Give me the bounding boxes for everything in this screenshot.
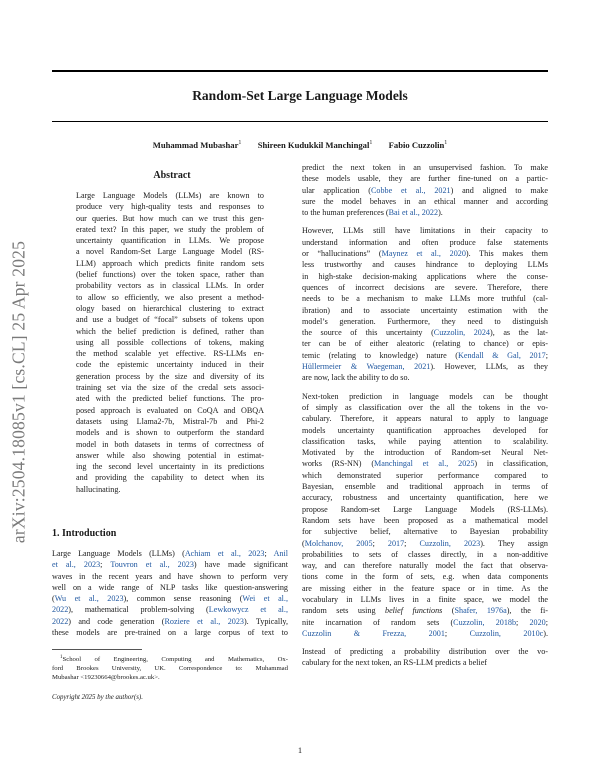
text-segment: models uncertainty quantification approaches developed for	[302, 425, 548, 435]
abstract-line: posed approach is evaluated on CoQA and OBQA	[76, 405, 264, 415]
text-segment: ), mathematical problem-solving (	[68, 605, 209, 615]
author-name: Muhammad Mubashar	[152, 140, 239, 150]
text-segment: random sets using	[302, 606, 385, 616]
text-segment: ), common sense reasoning (	[123, 594, 243, 604]
text-segment: However, LLMs still have limitations in their capacity to	[302, 226, 548, 236]
paragraph-gap	[302, 218, 548, 225]
abstract-line: ology based on hierarchical clustering to extract	[76, 303, 264, 313]
text-line	[302, 282, 548, 293]
citation-link[interactable]: Cuzzolin & Frezza, 2001	[302, 628, 445, 638]
citation-link[interactable]: et al., 2023	[52, 560, 101, 570]
arxiv-identifier: arXiv:2504.18085v1 [cs.CL] 25 Apr 2025	[8, 240, 29, 544]
text-segment: propose Random-set Large Language Models (RS-LLMs).	[302, 504, 548, 514]
citation-link[interactable]: Wu et al., 2023	[54, 594, 124, 604]
text-segment: ibration) and to associate uncertainty estimation with the	[302, 305, 548, 315]
page-number: 1	[297, 745, 303, 755]
text-segment: (	[302, 538, 305, 548]
text-segment: works (RS-NN) (	[302, 459, 375, 469]
text-segment: these models usable, they are further fine-tuned on a partic-	[302, 174, 548, 184]
text-line	[302, 425, 548, 436]
text-segment: ular application (	[302, 185, 371, 195]
citation-link[interactable]: Anil	[273, 549, 288, 558]
text-segment: ). Typically,	[243, 616, 288, 626]
citation-link[interactable]: Wei et al.,	[242, 594, 288, 604]
text-line	[302, 447, 548, 458]
text-segment: understand information and often produce false statements	[302, 237, 548, 247]
text-segment: Next-token prediction in language models can be thought	[302, 391, 548, 401]
right-column-text	[302, 162, 548, 669]
text-segment: ;	[404, 538, 420, 548]
abstract-line: models and is shown to outperform the standard	[76, 428, 264, 438]
text-segment: ;	[264, 549, 274, 558]
author-name: Fabio Cuzzolin	[388, 140, 445, 150]
citation-link[interactable]: 2022	[52, 605, 69, 615]
text-line	[302, 492, 548, 503]
citation-link[interactable]: Hüllermeier & Waegeman, 2021	[302, 362, 431, 372]
text-line	[302, 271, 548, 282]
citation-link[interactable]: Maynez et al., 2020	[381, 249, 466, 259]
text-segment: quences of incorrect decisions are severe. Therefore, there	[302, 282, 548, 292]
text-line	[302, 391, 548, 402]
text-line	[52, 627, 288, 638]
text-line	[302, 185, 548, 196]
text-line	[302, 646, 548, 657]
text-segment: ) have made significant	[193, 560, 288, 570]
text-segment: waves in the recent years and have shown to perform very	[52, 571, 288, 581]
text-line	[302, 413, 548, 424]
text-segment: model’s generation. Furthermore, they need to distinguish	[302, 316, 548, 326]
text-line	[52, 571, 288, 582]
text-segment: probabilities to sets of classes directly, in a non-additive	[302, 549, 548, 559]
text-segment: ). However, LLMs, as they	[430, 362, 548, 372]
text-segment: ) and aligned to make	[450, 185, 548, 195]
title-rule-bottom	[52, 121, 548, 122]
text-segment: which demonstrated superior performance compared to	[302, 470, 548, 480]
text-segment: the source of this uncertainty (	[302, 328, 434, 338]
abstract-heading: Abstract	[153, 170, 191, 181]
abstract-line: (belief functions) over the token space, rather than	[76, 270, 264, 280]
text-line	[302, 526, 548, 537]
citation-link[interactable]: Cuzzolin, 2024	[433, 328, 490, 338]
text-line	[302, 196, 548, 207]
text-segment: ;	[545, 617, 548, 627]
text-line	[302, 504, 548, 515]
footnote-line: ford Brookes University, UK. Correspondence to: Muhammad	[52, 665, 288, 673]
text-segment: ).	[438, 208, 443, 218]
text-segment: temic (relating to knowledge) nature (	[302, 350, 459, 360]
text-segment: vocabulary in LLMs lives in a finite space, we model the	[302, 594, 548, 604]
text-segment: ;	[372, 538, 388, 548]
text-segment: classification tasks, while paying attention to scalability.	[302, 436, 548, 446]
title-rule-top	[52, 70, 548, 72]
text-line	[302, 207, 548, 218]
abstract-line: ing the second level uncertainty in its predictions	[76, 462, 264, 472]
author-list	[52, 140, 548, 150]
text-line	[302, 225, 548, 236]
text-line	[302, 657, 548, 668]
text-line	[302, 173, 548, 184]
text-segment: these models are pre-trained on a large corpus of text to	[52, 628, 288, 638]
text-line	[302, 436, 548, 447]
paragraph-gap	[302, 639, 548, 646]
text-line	[52, 559, 288, 570]
abstract-line: uncertainty quantification in LLMs. We propose	[76, 236, 264, 246]
text-line	[302, 594, 548, 605]
text-segment: (	[442, 606, 455, 616]
section-heading-introduction: 1. Introduction	[52, 528, 117, 539]
citation-link[interactable]: Touvron et al., 2023	[110, 560, 194, 570]
text-segment: needs to be a mechanism to make LLMs more truthful (cal-	[302, 294, 548, 304]
text-line	[302, 571, 548, 582]
text-segment: to the human preferences (	[302, 208, 389, 218]
citation-link[interactable]: Cuzzolin, 2018b	[453, 617, 517, 627]
text-line	[52, 616, 288, 627]
abstract-line: a novel Random-Set Large Language Model (RS-	[76, 247, 264, 257]
abstract-line: which the belief prediction is defined, rather than	[76, 326, 264, 336]
text-line	[302, 350, 548, 361]
citation-link[interactable]: Cuzzolin, 2023	[419, 538, 481, 548]
citation-link[interactable]: Achiam et al., 2023	[184, 549, 265, 558]
text-segment: ;	[516, 617, 530, 627]
text-line	[302, 248, 548, 259]
text-line	[302, 361, 548, 372]
text-line	[302, 617, 548, 628]
text-line	[52, 593, 288, 604]
text-segment: less trustworthy and causes hindrance to deploying LLMs	[302, 260, 548, 270]
abstract-line: ated with the predicted belief functions. The pro-	[76, 394, 264, 404]
abstract-line: the method scalable yet effective. RS-LLMs en-	[76, 349, 264, 359]
text-segment: accuracy, robustness and uncertainty quantification, here we	[302, 493, 548, 503]
text-segment: (	[52, 594, 55, 604]
abstract-line: using all possible collections of tokens, making	[76, 337, 264, 347]
text-segment: ;	[100, 560, 111, 570]
text-line	[302, 583, 548, 594]
paper-title: Random-Set Large Language Models	[192, 88, 408, 103]
text-line	[302, 327, 548, 338]
text-segment: ) in classification,	[474, 459, 548, 469]
abstract-body	[76, 190, 264, 495]
text-segment: are now, lack the ability to do so.	[302, 373, 410, 383]
text-line	[302, 162, 548, 173]
abstract-line: produce very high-quality tests and responses to	[76, 202, 264, 212]
text-segment: ), the fi-	[506, 606, 548, 616]
footnote-line: $^1$School of Engineering, Computing and Mathematics, Ox-	[60, 655, 288, 664]
text-segment: ).	[543, 628, 548, 638]
text-segment: ;	[545, 350, 548, 360]
text-line	[302, 481, 548, 492]
text-line	[52, 548, 288, 559]
text-line	[302, 259, 548, 270]
citation-link[interactable]: Kendall & Gal, 2017	[458, 350, 546, 360]
citation-link[interactable]: Manchingal et al., 2025	[374, 459, 475, 469]
abstract-line: LLM) approach which predicts finite random sets	[76, 258, 264, 268]
footnote-divider	[52, 649, 142, 650]
text-segment: cabulary. Therefore, it appears natural to apply to language	[302, 414, 548, 424]
text-segment: predict the next token in an unsupervised fashion. To make	[302, 163, 548, 172]
abstract-line: probability vectors as in classical LLMs. In order	[76, 281, 264, 291]
abstract-line: code the epistemic uncertainty induced in their	[76, 360, 264, 370]
abstract-line: and providing the capability to detect when its	[76, 473, 264, 483]
arxiv-stamp	[4, 208, 34, 576]
introduction-text	[52, 548, 288, 638]
text-segment: Instead of predicting a probability distribution over the vo-	[302, 647, 548, 657]
abstract-line: hallucinating.	[76, 484, 121, 494]
citation-link[interactable]: Roziere et al., 2023	[164, 616, 244, 626]
text-line	[302, 293, 548, 304]
text-line	[302, 470, 548, 481]
citation-link[interactable]: Cuzzolin, 2010c	[469, 628, 544, 638]
text-segment: well on a wide range of NLP tasks like question-answering	[52, 582, 288, 592]
text-segment: for subjective belief, alternative to Bayesian probability	[302, 527, 548, 537]
text-segment: Large Language Models (LLMs) (	[52, 549, 185, 558]
citation-link[interactable]: Bai et al., 2022	[388, 208, 439, 218]
text-segment: of simply as classification over the all the tokens in the vo-	[302, 402, 548, 412]
author-name: Shireen Kudukkil Manchingal	[257, 140, 370, 150]
text-segment: tions come in the form of sets, e.g. when data components	[302, 572, 548, 582]
text-segment: ) and code generation (	[68, 616, 165, 626]
text-segment: Random sets have been proposed as a mathematical model	[302, 515, 548, 525]
text-segment: in high-stake decision-making applications where the conse-	[302, 271, 548, 281]
text-segment: nite incarnation of random sets (	[302, 617, 454, 627]
text-line	[52, 604, 288, 615]
text-line	[302, 338, 548, 349]
text-segment: ;	[444, 628, 470, 638]
abstract-line: model in both datasets in terms of correctness of	[76, 439, 264, 449]
text-segment: are missing either in the feature space or in time. As the	[302, 583, 548, 593]
text-line	[302, 628, 548, 639]
citation-link[interactable]: 2020	[529, 617, 546, 627]
paragraph-gap	[302, 384, 548, 391]
abstract-line: Large Language Models (LLMs) are known to	[76, 191, 264, 200]
abstract-line: erated text? In this paper, we study the problem of	[76, 224, 264, 234]
text-segment: way, and can therefore naturally model the fact that observa-	[302, 561, 548, 571]
citation-link[interactable]: 2022	[52, 616, 69, 626]
citation-link[interactable]: Shafer, 1976a	[454, 606, 507, 616]
footnote-line: Mubashar <19230664@brookes.ac.uk>.	[52, 674, 160, 682]
text-segment: ). This makes them	[465, 249, 548, 259]
text-line	[302, 515, 548, 526]
text-segment: ter can be of either aleatoric (relating to chance) or epis-	[302, 339, 548, 349]
citation-link[interactable]: Lewkowycz et al.,	[208, 605, 288, 615]
text-line	[302, 538, 548, 549]
text-line	[302, 560, 548, 571]
author-affiliation-marker: 1	[238, 140, 242, 147]
text-segment: ). They assign	[480, 538, 548, 548]
copyright-notice: Copyright 2025 by the author(s).	[52, 694, 143, 701]
text-line	[302, 305, 548, 316]
text-segment: sure the model behaves in an ethical manner and according	[302, 196, 548, 206]
emphasized-text: belief functions	[385, 606, 443, 616]
affiliation-footnote	[52, 653, 288, 682]
author-affiliation-marker: 1	[444, 140, 448, 147]
text-line	[302, 316, 548, 327]
citation-link[interactable]: Cobbe et al., 2021	[371, 185, 451, 195]
abstract-line: to allow so efficiently, we also present a method-	[76, 292, 264, 302]
text-line	[302, 605, 548, 616]
footnote-marker: 1	[60, 655, 63, 660]
text-segment: Motivated by the introduction of Random-set Neural Net-	[302, 448, 548, 458]
abstract-line: training set via the size of the credal sets associ-	[76, 383, 264, 393]
text-line	[302, 237, 548, 248]
abstract-line: answer while also showing potential in estimat-	[76, 450, 264, 460]
citation-link[interactable]: 2017	[387, 538, 405, 548]
abstract-line: datasets using Llama2-7b, Mistral-7b and Phi-2	[76, 416, 264, 426]
text-line	[302, 372, 548, 383]
text-segment: ), as the lat-	[490, 328, 548, 338]
abstract-line: generation process by the size and diversity of its	[76, 371, 264, 381]
text-line	[52, 582, 288, 593]
text-line	[302, 458, 548, 469]
author-affiliation-marker: 1	[369, 140, 373, 147]
text-segment: cabulary for the next token, an RS-LLM predicts a belief	[302, 658, 488, 668]
text-segment: Bayesian, ensemble and traditional approach in terms of	[302, 482, 548, 492]
text-segment: or “hallucinations” (	[302, 249, 382, 259]
citation-link[interactable]: Molchanov, 2005	[304, 538, 373, 548]
abstract-line: our queries. But how much can we trust this gen-	[76, 213, 264, 223]
text-line	[302, 402, 548, 413]
abstract-line: and use a budget of “focal” subsets of tokens upon	[76, 315, 264, 325]
text-line	[302, 549, 548, 560]
